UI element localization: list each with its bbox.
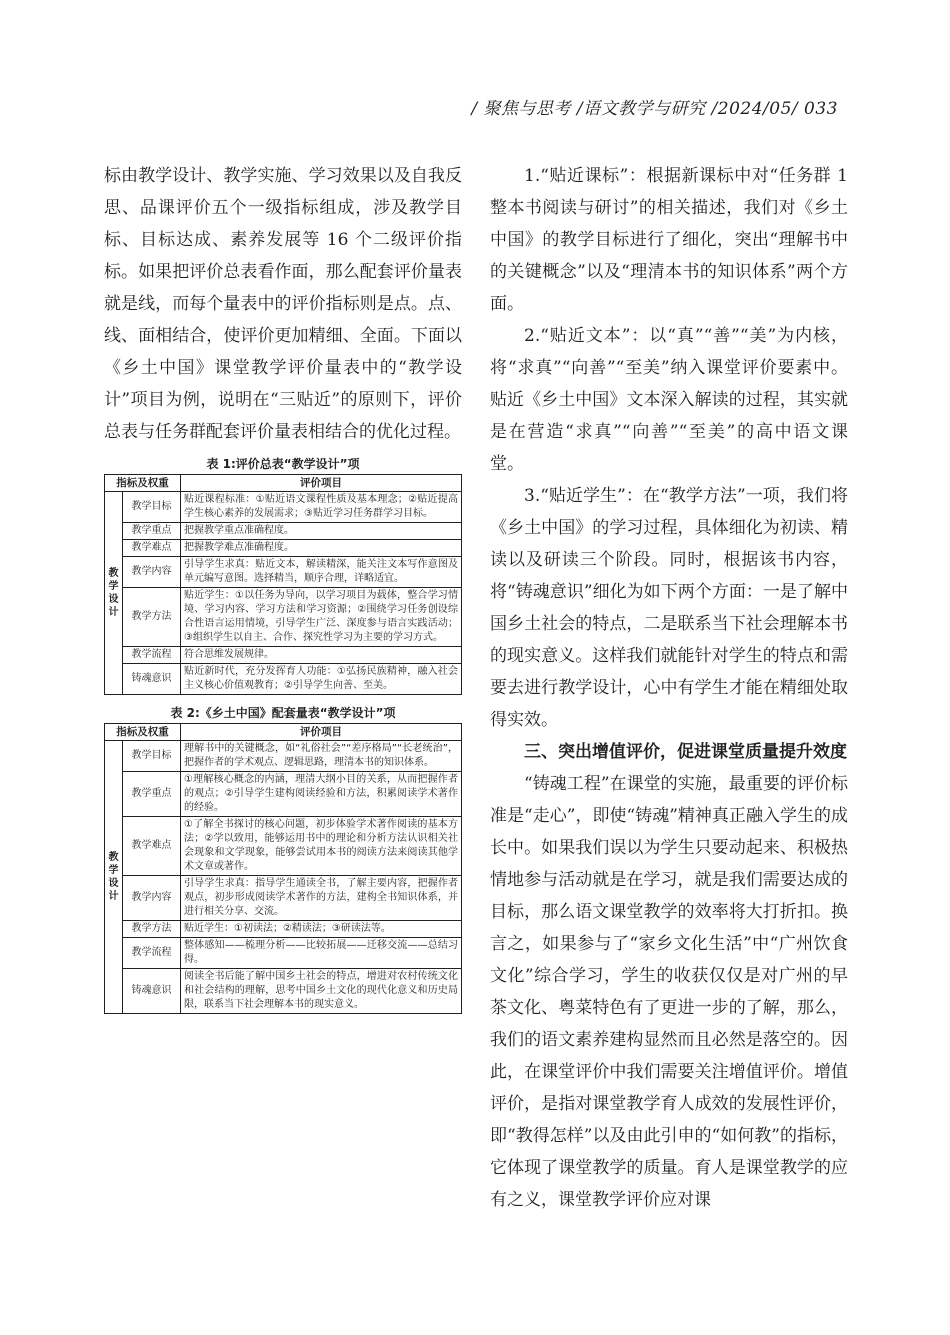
table-row [105, 969, 462, 1014]
table-header-cell: 指标及权重 [105, 475, 181, 492]
table-cell-text: 引导学生求真：指导学生通读全书，了解主要内容，把握作者观点，初步形成阅读学术著作的方法，建构全书知识体系，并进行相关分享、交流。 [181, 876, 462, 921]
table2-caption: 表 2:《乡土中国》配套量表“教学设计”项 [170, 706, 396, 720]
body-paragraph: 3.“贴近学生”：在“教学方法”一项，我们将《乡土中国》的学习过程，具体细化为初读、精读以及研读三个阶段。同时，根据该书内容，将“铸魂意识”细化为如下两个方面：一是了解中国乡土社会的特点，二是联系当下社会理解本书的现实意义。这样我们就能针对学生的特点和需要去进行教学设计，心中有学生才能在精细处取得实效。 [490, 486, 848, 730]
table-row [105, 540, 462, 557]
table-cell-name: 教学方法 [123, 588, 181, 647]
table-row [105, 647, 462, 664]
table-cell-name: 教学方法 [123, 921, 181, 938]
table-cell-name: 铸魂意识 [123, 664, 181, 695]
table-cell-name: 教学目标 [123, 741, 181, 772]
table-cell-text: 把握教学难点准确程度。 [181, 540, 462, 557]
table-cell-name: 教学难点 [123, 817, 181, 876]
table-row [105, 817, 462, 876]
table-cell-text: 把握教学重点准确程度。 [181, 523, 462, 540]
left-column [104, 160, 462, 1014]
table-header-cell: 评价项目 [181, 475, 462, 492]
table-row [105, 492, 462, 523]
table-header-cell: 评价项目 [181, 724, 462, 741]
table-cell-text: 引导学生求真：贴近文本，解读精深，能关注文本写作意图及单元编写意图。选择精当，顺序合理，详略适宜。 [181, 557, 462, 588]
group-cell: 教 学 设 计 [105, 741, 123, 1014]
table-cell-text: 贴近学生：①初读法；②精读法；③研读法等。 [181, 921, 462, 938]
intro-paragraph: 标由教学设计、教学实施、学习效果以及自我反思、品课评价五个一级指标组成，涉及教学目标、目标达成、素养发展等 16 个二级评价指标。如果把评价总表看作面，那么配套评价量表就是线，而每个量表中的评价指标则是点。点、线、面相结合，使评价更加精细、全面。下面以《乡土中国》课堂教学评价量表中的“教学设计”项目为例，说明在“三贴近”的原则下，评价总表与任务群配套评价量表相结合的优化过程。 [104, 166, 462, 442]
table-row [105, 557, 462, 588]
table-cell-text: 贴近学生：①以任务为导向，以学习项目为载体，整合学习情境、学习内容、学习方法和学习资源；②围绕学习任务创设综合性语言运用情境，引导学生广泛、深度参与语言实践活动；③组织学生以自主、合作、探究性学习为主要的学习方式。 [181, 588, 462, 647]
table-cell-name: 教学流程 [123, 938, 181, 969]
body-paragraph: “铸魂工程”在课堂的实施，最重要的评价标准是“走心”，即使“铸魂”精神真正融入学生的成长中。如果我们误以为学生只要动起来、积极热情地参与活动就是在学习，就是我们需要达成的目标，那么语文课堂教学的效率将大打折扣。换言之，如果参与了“家乡文化生活”中“广州饮食文化”综合学习，学生的收获仅仅是对广州的早茶文化、粤菜特色有了更进一步的了解，那么，我们的语文素养建构显然而且必然是落空的。因此，在课堂评价中我们需要关注增值评价。增值评价，是指对课堂教学育人成效的发展性评价，即“教得怎样”以及由此引申的“如何教”的指标，它体现了课堂教学的质量。育人是课堂教学的应有之义，课堂教学评价应对课 [490, 774, 848, 1210]
table-row [105, 664, 462, 695]
table-cell-text: 整体感知——梳理分析——比较拓展——迁移交流——总结习得。 [181, 938, 462, 969]
table-cell-text: 符合思维发展规律。 [181, 647, 462, 664]
page-header: / 聚焦与思考 /语文教学与研究 /2024/05/ 033 [471, 99, 838, 119]
table-cell-text: 贴近课程标准：①贴近语文课程性质及基本理念；②贴近提高学生核心素养的发展需求；③贴近学习任务群学习目标。 [181, 492, 462, 523]
table-cell-name: 铸魂意识 [123, 969, 181, 1014]
table-row [105, 876, 462, 921]
table2 [104, 723, 462, 1014]
table-row [105, 921, 462, 938]
table-header-row [105, 724, 462, 741]
table-cell-name: 教学重点 [123, 523, 181, 540]
section-heading: 三、突出增值评价，促进课堂质量提升效度 [524, 742, 847, 762]
table-cell-name: 教学重点 [123, 772, 181, 817]
table-row [105, 772, 462, 817]
table1-caption: 表 1:评价总表“教学设计”项 [206, 457, 360, 471]
table-cell-name: 教学难点 [123, 540, 181, 557]
table-row [105, 588, 462, 647]
table-cell-name: 教学目标 [123, 492, 181, 523]
table-cell-text: 贴近新时代，充分发挥育人功能：①弘扬民族精神，融入社会主义核心价值观教育；②引导学生向善、至美。 [181, 664, 462, 695]
table-cell-text: ①了解全书探讨的核心问题，初步体验学术著作阅读的基本方法；②学以致用，能够运用书中的理论和分析方法认识相关社会现象和文学现象，能够尝试用本书的阅读方法来阅读其他学术文章或著作。 [181, 817, 462, 876]
table-cell-text: ①理解核心概念的内涵，理清大纲小目的关系，从而把握作者的观点；②引导学生建构阅读经验和方法，积累阅读学术著作的经验。 [181, 772, 462, 817]
body-paragraph: 2.“贴近文本”：以“真”“善”“美”为内核，将“求真”“向善”“至美”纳入课堂评价要素中。贴近《乡土中国》文本深入解读的过程，其实就是在营造“求真”“向善”“至美”的高中语文课堂。 [490, 326, 848, 474]
table-row [105, 938, 462, 969]
group-cell: 教 学 设 计 [105, 492, 123, 695]
body-paragraph: 1.“贴近课标”：根据新课标中对“任务群 1 整本书阅读与研讨”的相关描述，我们对《乡土中国》的教学目标进行了细化，突出“理解书中的关键概念”以及“理清本书的知识体系”两个方面。 [490, 166, 865, 314]
table-cell-name: 教学流程 [123, 647, 181, 664]
table-row [105, 523, 462, 540]
table-cell-text: 阅读全书后能了解中国乡土社会的特点，增进对农村传统文化和社会结构的理解，思考中国乡土文化的现代化意义和历史局限，联系当下社会理解本书的现实意义。 [181, 969, 462, 1014]
table-header-cell: 指标及权重 [105, 724, 181, 741]
table-cell-name: 教学内容 [123, 876, 181, 921]
table-cell-name: 教学内容 [123, 557, 181, 588]
table-header-row [105, 475, 462, 492]
table1 [104, 474, 462, 695]
table-row [105, 741, 462, 772]
right-column [490, 160, 865, 1216]
table-cell-text: 理解书中的关键概念，如“礼俗社会”“差序格局”“长老统治”，把握作者的学术观点、逻辑思路，理清本书的知识体系。 [181, 741, 462, 772]
